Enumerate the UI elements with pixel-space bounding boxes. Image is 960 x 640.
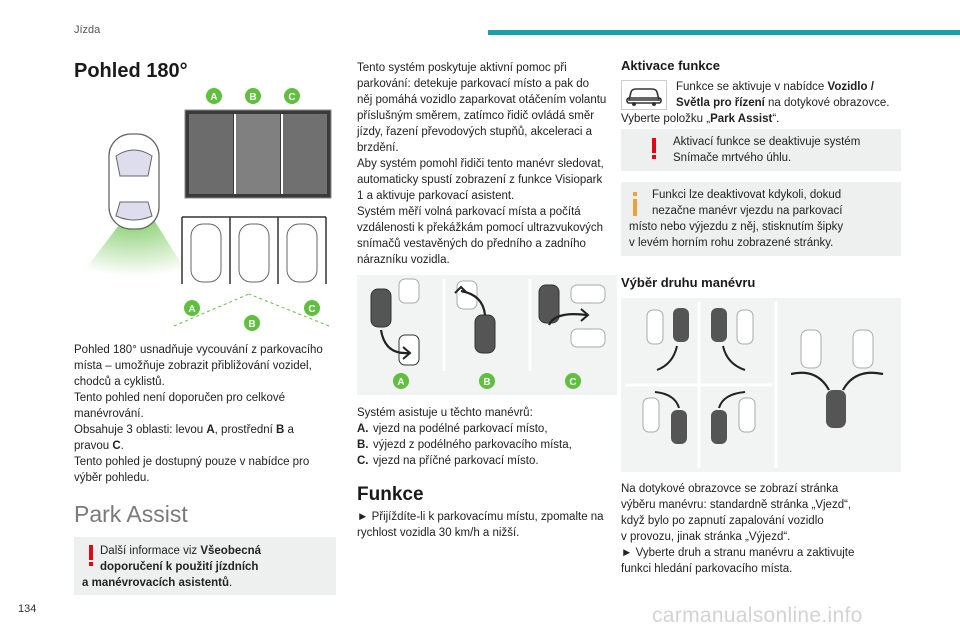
maneuvers-list (357, 405, 619, 469)
maneuver-item (357, 437, 619, 453)
areas-line-2 (74, 438, 344, 454)
menu-path-vozidlo: Vozidlo / (827, 81, 874, 93)
text-line: příslušným směrem, zatímco řidič ovládá směr (357, 110, 595, 122)
park-assist-note-box (74, 537, 336, 595)
rear-view-180-figure (74, 84, 336, 336)
maneuver-selection-figure (621, 298, 901, 472)
text-line: Na dotykové obrazovce se zobrazí stránka (621, 483, 839, 495)
maneuver-item (357, 453, 619, 469)
text-fragment: . (120, 440, 124, 452)
figure-label-bottom-a: A (188, 304, 196, 315)
warning-icon (649, 138, 659, 160)
text-line: ► Přijíždíte-li k parkovacímu místu, zpomalte na (357, 511, 604, 523)
text-fragment: , prostřední (214, 424, 277, 436)
areas-line (74, 422, 344, 438)
text-line: když bylo po zapnutí zapalování vozidlo (621, 515, 824, 527)
maneuver-label-b: B (483, 377, 491, 388)
heading-aktivace-funkce: Aktivace funkce (621, 58, 720, 73)
text-fragment: Funkce se aktivuje v nabídce (676, 81, 828, 93)
watermark: carmanualsonline.info (652, 604, 863, 627)
rear-view-description (74, 342, 344, 486)
text-line: rychlost vozidla 30 km/h a nižší. (357, 527, 520, 539)
heading-funkce: Funkce (357, 484, 424, 505)
text-line: Snímače mrtvého úhlu. (673, 152, 792, 164)
text-fragment: Další informace viz (100, 545, 201, 557)
text-line: Systém měří volná parkovací místa a počítá (357, 206, 581, 218)
area-c-label: C (112, 440, 121, 452)
text-line: místa – umožňuje zobrazit přibližování vozidel, (74, 360, 312, 372)
text-fragment: a manévrovacích asistentů (82, 577, 230, 589)
text-line: Pohled 180° usnadňuje vycouvání z parkovacího (74, 344, 323, 356)
figure-label-bottom-b: B (248, 319, 256, 330)
text-line: parkování: detekuje parkovací místo a pak do (357, 78, 590, 90)
maneuver-label-a: A (397, 377, 405, 388)
text-line: manévrování. (74, 408, 144, 420)
text-line: chodců a cyklistů. (74, 376, 165, 388)
text-fragment: pravou (74, 440, 113, 452)
page-number: 134 (18, 603, 37, 615)
text-line: výběru manévru: standardně stránka „Vjezd“, (621, 499, 852, 511)
maneuver-text: výjezd z podélného parkovacího místa, (373, 439, 572, 451)
text-line: 1 a aktivuje parkovací asistent. (357, 190, 515, 202)
figure-label-top-c: C (288, 92, 296, 103)
text-fragment: Všeobecná (200, 545, 262, 557)
text-line: Aktivací funkce se deaktivuje systém (673, 136, 861, 148)
text-line: v levém horním rohu zobrazené stránky. (629, 237, 834, 249)
park-assist-intro (357, 60, 619, 268)
text-fragment: na dotykové obrazovce. (764, 97, 890, 109)
text-line: Tento pohled je dostupný pouze v nabídce pro (74, 456, 310, 468)
menu-item-park-assist: Park Assist (710, 113, 773, 125)
maneuvers-figure (357, 275, 617, 395)
text-fragment: Obsahuje 3 oblasti: levou (74, 424, 207, 436)
area-b-label: B (276, 424, 285, 436)
figure-label-bottom-c: C (308, 304, 316, 315)
activation-line-2 (621, 95, 911, 111)
text-line: výběr pohledu. (74, 472, 150, 484)
text-line: jízdy, řazení převodových stupňů, akceleraci a (357, 126, 593, 138)
maneuver-letter: C. (357, 455, 369, 467)
activation-line-1 (621, 79, 911, 95)
maneuver-item (357, 421, 619, 437)
info-icon (630, 192, 640, 216)
text-fragment: a (284, 424, 294, 436)
text-line: Aby systém pomohl řidiči tento manévr sledovat, (357, 158, 604, 170)
text-line: Tento pohled není doporučen pro celkové (74, 392, 285, 404)
maneuver-text: vjezd na příčné parkovací místo. (373, 455, 539, 467)
text-line: ► Vyberte druh a stranu manévru a zaktivujte (621, 547, 855, 559)
blind-spot-warning-box (621, 129, 901, 171)
text-line: brzdění. (357, 142, 399, 154)
maneuvers-intro: Systém asistuje u těchto manévrů: (357, 407, 533, 419)
text-line: v provozu, jinak stránka „Výjezd“. (621, 531, 791, 543)
heading-vyber-druhu-manevru: Výběr druhu manévru (621, 275, 756, 290)
text-fragment: Vyberte položku „ (621, 113, 711, 125)
maneuver-letter: A. (357, 423, 369, 435)
maneuver-selection-text (621, 481, 911, 577)
figure-label-top-a: A (210, 92, 218, 103)
text-line: funkci hledání parkovacího místa. (621, 563, 793, 575)
text-line: automaticky spustí zobrazení z funkce Visiopark (357, 174, 603, 186)
text-line: Funkci lze deaktivovat kdykoli, dokud (652, 189, 842, 201)
header-accent-bar (488, 30, 960, 35)
maneuver-label-c: C (569, 377, 577, 388)
deactivation-info-box (621, 182, 901, 256)
area-a-label: A (206, 424, 215, 436)
text-line: nárazníku vozidla. (357, 254, 450, 266)
text-fragment: “. (772, 113, 780, 125)
figure-label-top-b: B (249, 92, 257, 103)
functions-text (357, 509, 627, 541)
text-line: vzdálenosti k překážkám pomocí ultrazvukových (357, 222, 604, 234)
text-fragment: . (229, 577, 233, 589)
heading-park-assist: Park Assist (74, 501, 188, 527)
maneuver-text: vjezd na podélné parkovací místo, (373, 423, 548, 435)
header-section: Jízda (74, 24, 101, 36)
text-line: snímačů vestavěných do předního a zadního (357, 238, 586, 250)
text-line: něj pomáhá vozidlo zaparkovat otáčením volantu (357, 94, 607, 106)
activation-text (621, 79, 911, 127)
text-line: místo nebo výjezdu z něj, stisknutím šipky (629, 221, 844, 233)
menu-path-svetla: Světla pro řízení (676, 97, 765, 109)
warning-icon (86, 545, 96, 567)
text-line: Tento systém poskytuje aktivní pomoc při (357, 62, 567, 74)
heading-pohled-180: Pohled 180° (74, 60, 188, 82)
text-fragment: doporučení k použití jízdních (100, 561, 259, 573)
maneuver-letter: B. (357, 439, 369, 451)
activation-line-3 (621, 111, 911, 127)
text-line: nezačne manévr vjezdu na parkovací (652, 205, 843, 217)
